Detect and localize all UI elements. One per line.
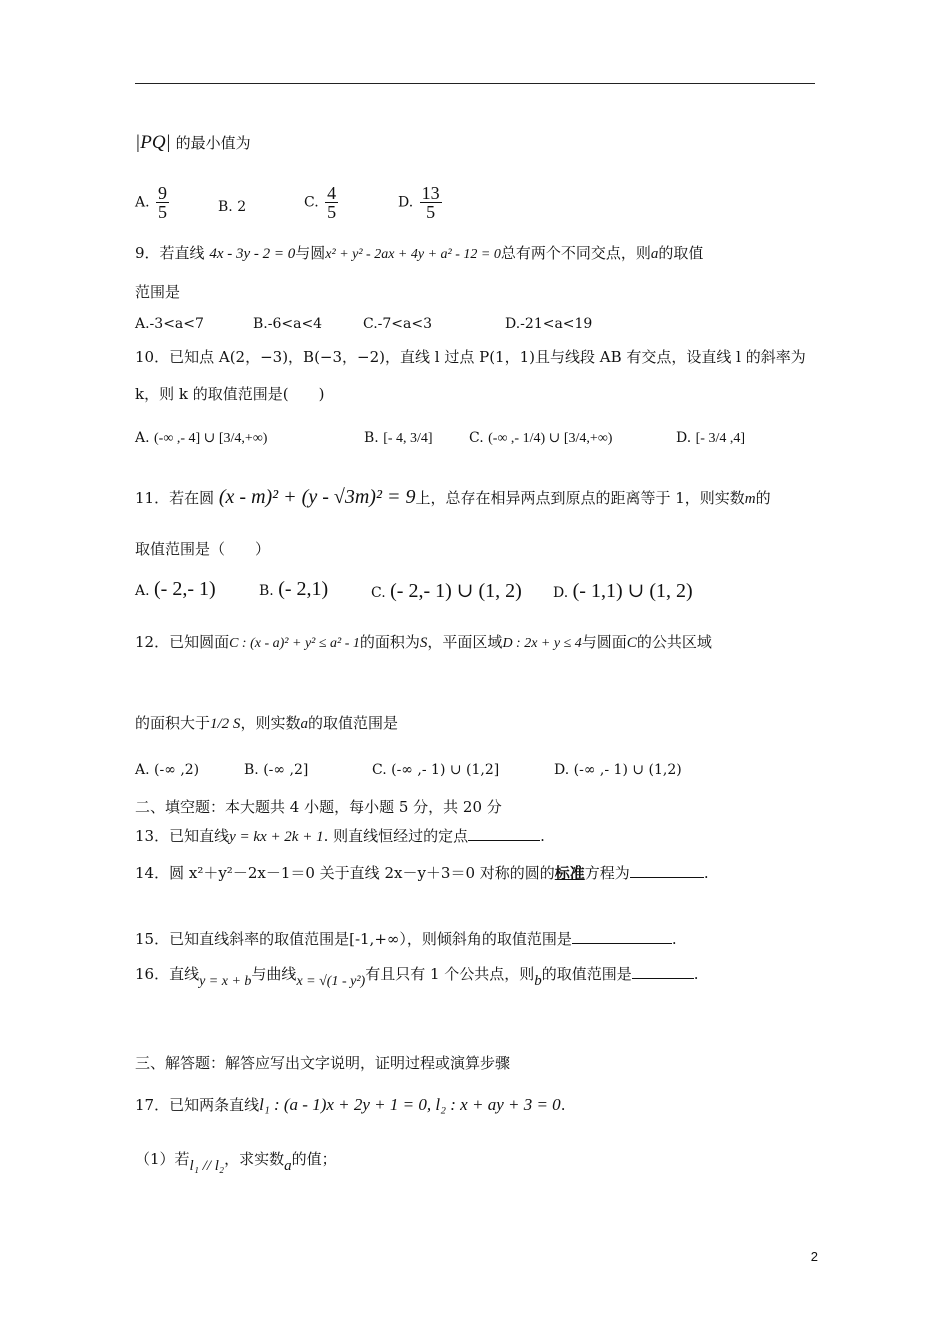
option-label: C. [371, 585, 386, 601]
q15-answer-blank[interactable] [572, 929, 672, 944]
q12-disk-c: C : (x - a)² + y² ≤ a² - 1 [229, 636, 360, 651]
q8-option-a [135, 184, 171, 221]
q12-text-d: 与圆面 [581, 633, 627, 651]
q17-var: a [284, 1158, 292, 1174]
q16-answer-blank[interactable] [632, 964, 694, 979]
q12-line2 [135, 712, 398, 735]
q13 [135, 825, 545, 848]
q9-text-b: 与圆 [295, 244, 326, 262]
option-label: B. [364, 430, 379, 446]
q12-text-b: 的面积为 [359, 633, 420, 651]
frac-num: 9 [158, 183, 168, 203]
option-label: B. [259, 583, 274, 599]
q15 [135, 928, 677, 950]
q11-text-a: 11．若在圆 [135, 489, 215, 507]
q10-line2: k，则 k 的取值范围是( ) [135, 385, 325, 403]
q15-text-a: 15．已知直线斜率的取值范围是[-1,+∞），则倾斜角的取值范围是 [135, 930, 572, 948]
q12-option-a: A. (-∞ ,2) [135, 762, 200, 778]
option-label: C. [304, 194, 319, 211]
q12-text-a: 12．已知圆面 [135, 633, 230, 651]
q13-text-b: . 则直线恒经过的定点 [323, 827, 469, 845]
q9-line2: 范围是 [135, 283, 181, 301]
q16-period: . [693, 965, 699, 983]
option-label: D. [553, 585, 569, 601]
q12-text-e: 的公共区域 [636, 633, 712, 651]
q9-circle-equation: x² + y² - 2ax + 4y + a² - 12 = 0 [325, 247, 501, 262]
option-label: C. [469, 430, 484, 446]
q11-var: m [744, 491, 756, 507]
option-text: (- 2,- 1) ∪ (1, 2) [390, 580, 522, 602]
q9-text-a: 9．若直线 [135, 244, 205, 262]
option-label: A. [135, 430, 150, 446]
q17-lines-equation: l₁ : (a - 1)x + 2y + 1 = 0, l₂ : x + ay + 3 = 0 [259, 1095, 561, 1114]
q11-line1 [135, 486, 771, 510]
q12-option-b: B. (-∞ ,2] [244, 762, 309, 778]
q12-c: C [626, 635, 637, 651]
q13-equation: y = kx + 2k + 1 [229, 829, 324, 845]
q14-underlined: 标准 [554, 864, 585, 882]
q9-option-b: B.-6<a<4 [253, 316, 323, 332]
q10-option-d [676, 430, 745, 447]
q11-text-b: 上，总存在相异两点到原点的距离等于 1，则实数 [415, 489, 745, 507]
option-text: (- 2,- 1) [154, 578, 216, 600]
option-label: B. [218, 199, 233, 215]
q14-text-a: 14．圆 x²＋y²－2x－1＝0 关于直线 2x－y＋3＝0 对称的圆的 [135, 864, 555, 882]
frac-den: 5 [158, 202, 168, 222]
q17-part1-text-b: ，求实数 [224, 1150, 285, 1168]
page-number: 2 [810, 1249, 818, 1264]
q9-option-c: C.-7<a<3 [363, 316, 433, 332]
option-text: (-∞ ,- 4] ∪ [3/4,+∞) [154, 431, 268, 446]
q17 [135, 1094, 565, 1116]
q9-text-d: 的取值 [658, 244, 704, 262]
header-rule [135, 83, 815, 84]
q11-text-c: 的 [755, 489, 771, 507]
option-label: A. [135, 583, 150, 599]
q12-text-g: ，则实数 [240, 714, 301, 732]
section-3-heading: 三、解答题：解答应写出文字说明，证明过程或演算步骤 [135, 1054, 511, 1072]
frac-den: 5 [327, 202, 337, 222]
q17-parallel-condition: l₁ // l₂ [189, 1158, 225, 1174]
option-text: (-∞ ,- 1/4) ∪ [3/4,+∞) [488, 431, 613, 446]
q9-text-c: 总有两个不同交点，则 [500, 244, 651, 262]
q16-var: b [534, 973, 542, 989]
q17-part1-text-a: （1）若 [135, 1150, 190, 1168]
q12-region-d: D : 2x + y ≤ 4 [502, 636, 582, 651]
q11-option-b [259, 578, 328, 601]
q8-option-c [304, 184, 340, 221]
q17-part1-text-c: 的值； [291, 1150, 337, 1168]
frac-num: 4 [327, 183, 337, 203]
q14-period: . [703, 864, 709, 882]
option-text: [- 4, 3/4] [383, 431, 433, 446]
q16 [135, 963, 699, 993]
q10-option-a [135, 430, 267, 447]
frac-den: 5 [426, 202, 436, 222]
option-text: (- 2,1) [278, 578, 329, 600]
q8-text: 的最小值为 [175, 134, 251, 152]
q13-period: . [540, 827, 545, 845]
q8-tail [135, 132, 251, 154]
q12-line1 [135, 631, 712, 655]
q16-curve-equation: x = √(1 - y²) [296, 974, 366, 989]
q12-var: a [300, 716, 308, 732]
q16-text-b: 与曲线 [251, 965, 297, 983]
q14-text-b: 方程为 [584, 864, 630, 882]
q16-text-d: 的取值范围是 [541, 965, 632, 983]
q12-option-d: D. (-∞ ,- 1) ∪ (1,2) [554, 762, 682, 778]
q9-option-a: A.-3<a<7 [135, 316, 204, 332]
q12-text-h: 的取值范围是 [307, 714, 398, 732]
q17-part1 [135, 1148, 337, 1177]
q8-option-b [218, 199, 246, 215]
q14-answer-blank[interactable] [630, 863, 704, 878]
q10-line1: 10．已知点 A(2，−3)，B(−3，−2)，直线 l 过点 P(1，1)且与线段 AB 有交点，设直线 l 的斜率为 [135, 348, 806, 366]
section-2-heading: 二、填空题：本大题共 4 小题，每小题 5 分，共 20 分 [135, 798, 502, 816]
q15-period: . [671, 930, 677, 948]
q17-text-a: 17．已知两条直线 [135, 1096, 260, 1114]
q12-half-s: 1/2 S [210, 716, 241, 732]
q12-text-f: 的面积大于 [135, 714, 211, 732]
q11-option-a [135, 578, 216, 601]
q13-text-a: 13．已知直线 [135, 827, 230, 845]
q11-option-d [553, 578, 693, 603]
option-value: 2 [237, 199, 247, 215]
q10-option-b [364, 430, 433, 447]
q9-option-d: D.-21<a<19 [505, 316, 593, 332]
q10-option-c [469, 430, 612, 447]
option-label: D. [676, 430, 692, 446]
pq-expression: |PQ| [135, 132, 171, 153]
q12-option-c: C. (-∞ ,- 1) ∪ (1,2] [372, 762, 500, 778]
q13-answer-blank[interactable] [468, 826, 540, 841]
q11-line2: 取值范围是（ ） [135, 540, 271, 558]
q14 [135, 862, 709, 884]
frac-num: 13 [421, 183, 440, 203]
q11-option-c [371, 578, 522, 603]
q12-area-s: S [419, 635, 428, 651]
q12-text-c: ，平面区域 [427, 633, 503, 651]
option-label: A. [135, 194, 150, 211]
q9-line1 [135, 242, 703, 266]
q16-text-a: 16．直线 [135, 965, 200, 983]
q16-text-c: 有且只有 1 个公共点，则 [365, 965, 535, 983]
q16-line-equation: y = x + b [199, 974, 252, 989]
option-text: [- 3/4 ,4] [695, 431, 746, 446]
option-label: D. [398, 194, 414, 211]
q17-period: . [560, 1096, 566, 1114]
q11-circle-equation: (x - m)² + (y - √3m)² = 9 [218, 486, 416, 508]
q8-option-d [398, 184, 444, 221]
option-text: (- 1,1) ∪ (1, 2) [572, 580, 693, 602]
q9-line-equation: 4x - 3y - 2 = 0 [209, 246, 296, 262]
q9-var: a [650, 246, 659, 262]
